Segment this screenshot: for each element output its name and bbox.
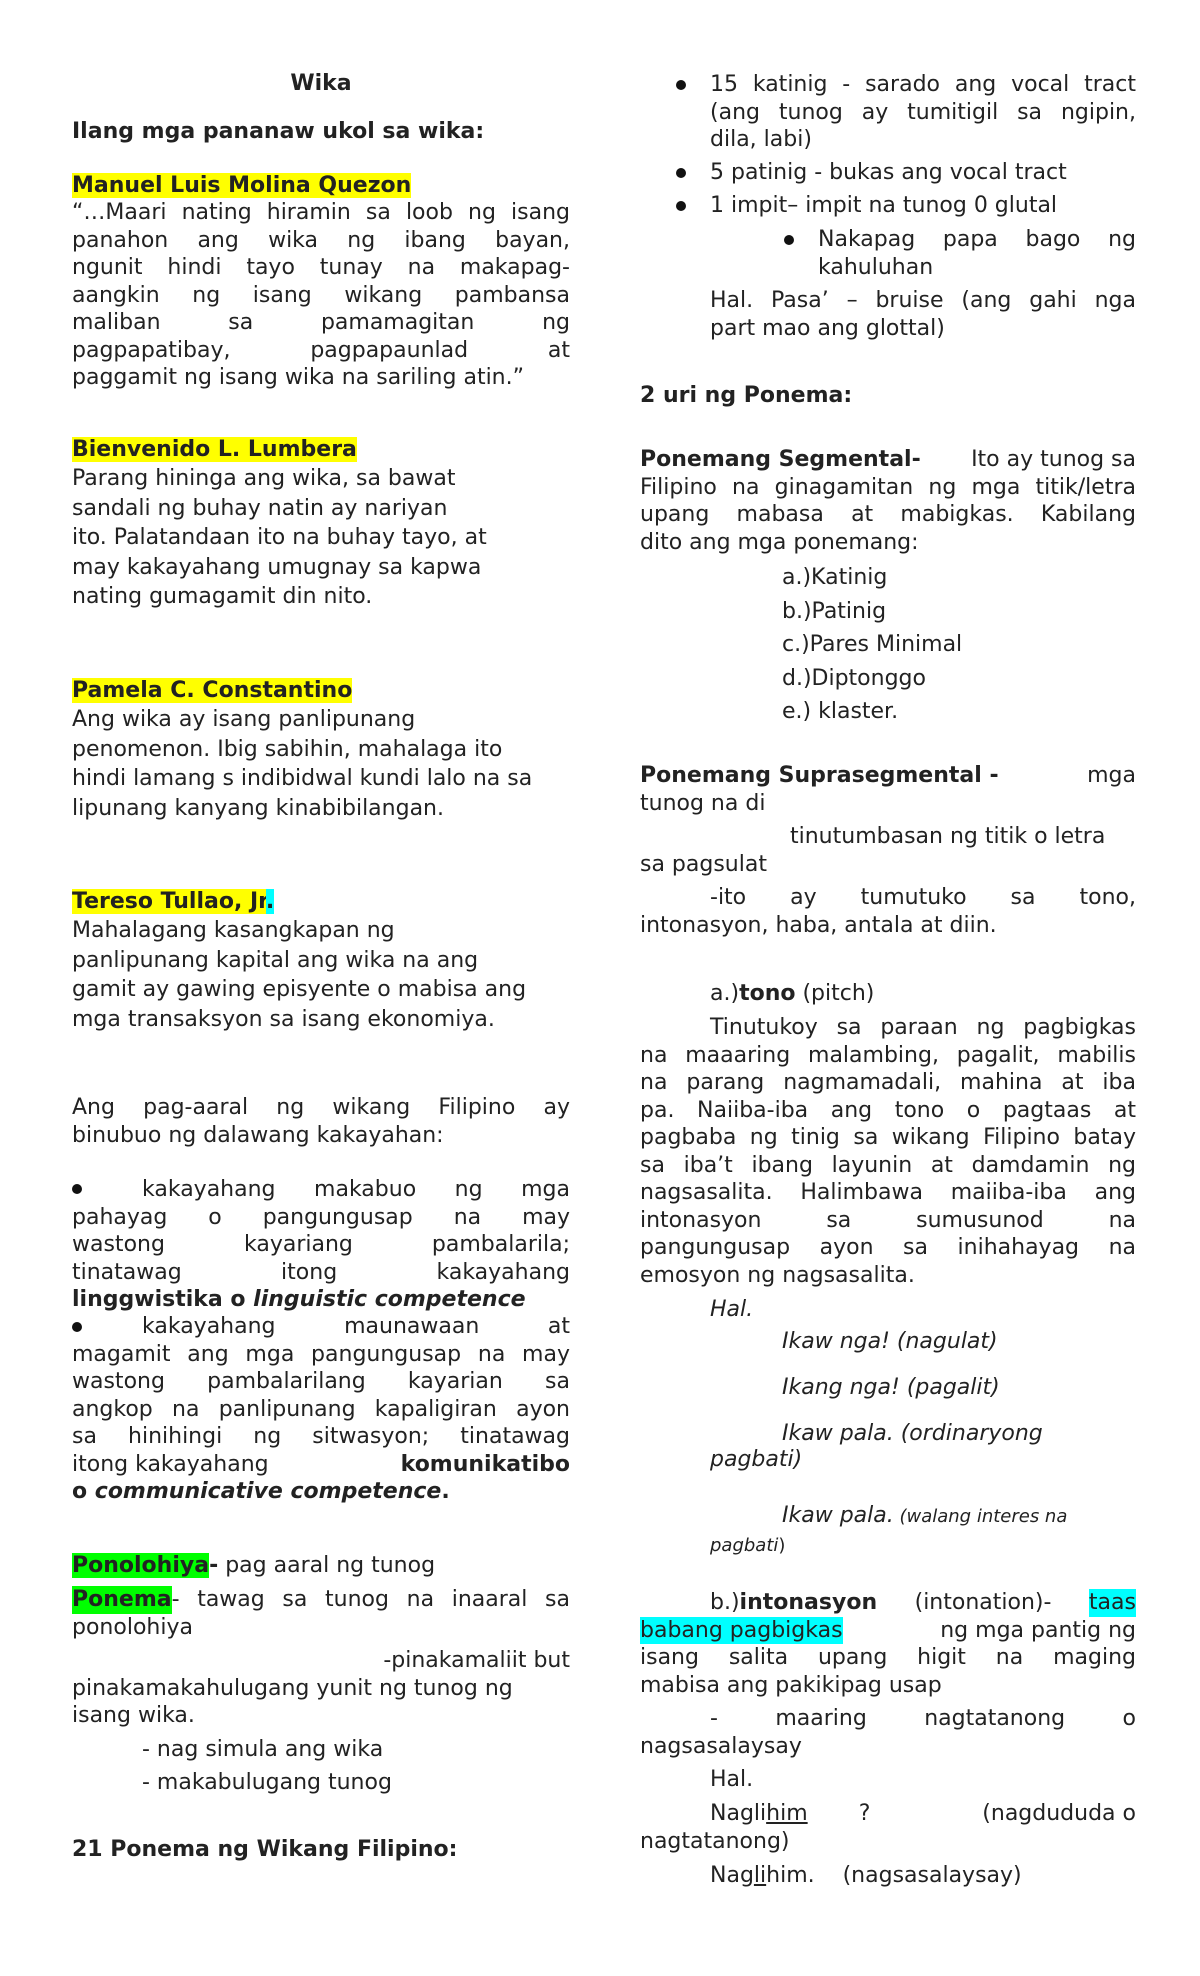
bullet-linggwistika: kakayahang makabuo ng mga pahayag o pangungusap na may wastong kayariang pambalarila; tinatawag itong kakayahang linggwistika o linguistic competence: [72, 1177, 570, 1312]
intonasyon-description: b.)intonasyon (intonation)- taas babang pagbigkas ng mga pantig ng isang salita upang higit na maging mabisa ang pakikipag usap: [640, 1590, 1136, 1698]
tono-example-3b: pagbati): [710, 1447, 803, 1472]
heading-21-ponema: 21 Ponema ng Wikang Filipino:: [72, 1837, 458, 1862]
bullet-icon: [676, 168, 686, 178]
supra-line5: -ito ay tumutuko sa tono,: [710, 885, 1136, 910]
heading-uri-ponema: 2 uri ng Ponema:: [640, 383, 853, 408]
constantino-name: Pamela C. Constantino: [72, 678, 353, 703]
list-item: d.)Diptonggo: [782, 665, 926, 691]
pagaaral-text: Ang pag-aaral ng wikang Filipino ay binubuo ng dalawang kakayahan:: [72, 1095, 570, 1148]
intonasyon-dash: - maaring nagtatanong o nagsasalaysay: [640, 1706, 1136, 1759]
intonasyon-example-2: Naglihim. (nagsasalaysay): [710, 1863, 1022, 1888]
tono-example-3: Ikaw pala. (ordinaryong: [782, 1421, 1043, 1446]
intonasyon-example-1: Nagli him ? (nagdududa o nagtatanong): [640, 1801, 1136, 1854]
list-item: e.) klaster.: [782, 699, 899, 724]
sub-bullet-kahulugan: Nakapag papa bago ng kahuluhan: [818, 227, 1136, 280]
list-item: b.)Patinig: [782, 598, 887, 624]
quezon-name: Manuel Luis Molina Quezon: [72, 173, 412, 198]
tono-example-4: Ikaw pala. (walang interes na: [782, 1503, 1068, 1528]
ponemang-segmental: Ponemang Segmental- Ito ay tunog sa Filipino na ginagamitan ng mga titik/letra upang mabasa at mabigkas. Kabilang dito ang mga ponemang:: [640, 447, 1136, 555]
constantino-text: Ang wika ay isang panlipunang penomenon. Ibig sabihin, mahalaga ito hindi lamang s indibidwal kundi lalo na sa lipunang kanyang kinabibilangan.: [72, 707, 533, 821]
ponema-definition: Ponema - tawag sa tunog na inaaral sa ponolohiya -pinakamaliit but pinakamakahulugang yunit ng tunog ng isang wika.: [72, 1587, 570, 1728]
ponema-sub-1: - nag simula ang wika: [142, 1737, 384, 1762]
bullet-komunikatibo: kakayahang maunawaan at magamit ang mga pangungusap na may wastong pambalarilang kayarian sa angkop na panlipunang kapaligiran ayon sa hinihingi ng sitwasyon; tinatawag itong kakayahang komunikatibo o communicative competence.: [72, 1314, 570, 1504]
tono-heading: a.)tono (pitch): [710, 981, 875, 1006]
lumbera-text: Parang hininga ang wika, sa bawat sandali ng buhay natin ay nariyan ito. Palatandaan ito na buhay tayo, at may kakayahang umugnay sa kapwa nating gumagamit din nito.: [72, 466, 487, 609]
hal-pasa: Hal. Pasa’ – bruise (ang gahi nga part mao ang glottal): [710, 288, 1136, 341]
list-item: c.)Pares Minimal: [782, 632, 963, 657]
tono-example-1: Ikaw nga! (nagulat): [782, 1329, 998, 1354]
tono-example-2: Ikang nga! (pagalit): [782, 1375, 1000, 1400]
ponema-sub-2: - makabulugang tunog: [142, 1770, 392, 1795]
bullet-patinig: 5 patinig - bukas ang vocal tract: [710, 160, 1067, 185]
tono-example-4b: pagbati): [710, 1535, 786, 1556]
quezon-quote: “…Maari nating hiramin sa loob ng isang panahon ang wika ng ibang bayan, ngunit hindi tayo tunay na makapag- aangkin ng isang wikang pambansa maliban sa pamamagitan ng pagpapatibay, pagpapaunlad at paggamit ng isang wika na sariling atin.”: [72, 200, 570, 390]
tullao-text: Mahalagang kasangkapan ng panlipunang kapital ang wika na ang gamit ay gawing episyente o mabisa ang mga transaksyon sa isang ekonomiya.: [72, 918, 527, 1032]
subtitle: Ilang mga pananaw ukol sa wika:: [72, 119, 485, 144]
tono-description: Tinutukoy sa paraan ng pagbigkas na maaaring malambing, pagalit, mabilis na parang nagmamadali, mahina at iba pa. Naiiba-iba ang tono o pagtaas at pagbaba ng tinig sa wikang Filipino batay sa iba’t ibang layunin at damdamin ng nagsasalita. Halimbawa maiiba-iba ang intonasyon sa sumusunod na pangungusap ayon sa inihahayag na emosyon ng nagsasalita.: [640, 1015, 1136, 1288]
tono-hal: Hal.: [710, 1297, 754, 1322]
tullao-name: Tereso Tullao, Jr.: [72, 889, 275, 914]
lumbera-name: Bienvenido L. Lumbera: [72, 437, 357, 462]
intonasyon-hal: Hal.: [710, 1767, 754, 1792]
page-title: Wika: [290, 71, 352, 96]
segmental-list: [782, 561, 962, 729]
ponemang-suprasegmental: Ponemang Suprasegmental - mga tunog na di tinutumbasan ng titik o letra sa pagsulat -ito ay tumutuko sa tono, intonasyon, haba, antala at diin.: [640, 763, 1136, 938]
bullet-impit: 1 impit– impit na tunog 0 glutal: [710, 193, 1058, 218]
ponolohiya-definition: Ponolohiya- pag aaral ng tunog: [72, 1553, 436, 1578]
bullet-icon: [676, 201, 686, 211]
bullet-katinig: 15 katinig - sarado ang vocal tract (ang tunog ay tumitigil sa ngipin, dila, labi): [710, 72, 1136, 152]
list-item: a.)Katinig: [782, 565, 888, 590]
bullet-icon: [676, 80, 686, 90]
bullet-icon: [784, 235, 794, 245]
